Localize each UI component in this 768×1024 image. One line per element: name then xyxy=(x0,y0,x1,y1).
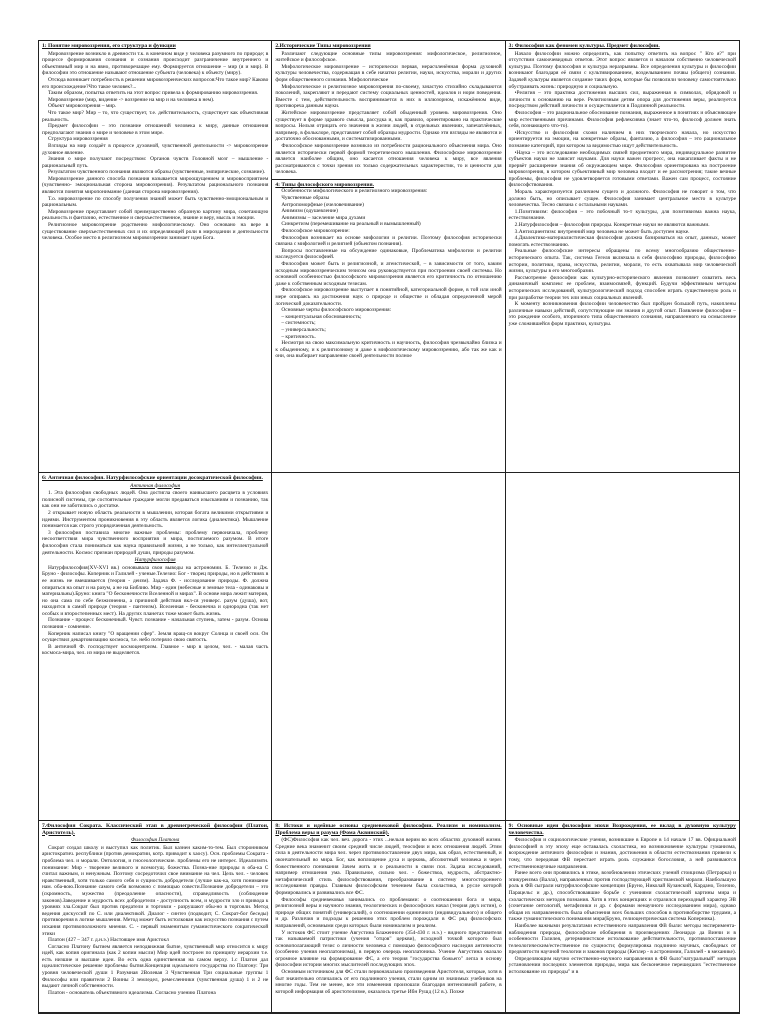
paragraph: Что такое мир? Мир – то, что существует, т.е. действительность, существует как объективная реальность. xyxy=(42,109,269,123)
paragraph: Предмет философии – это познание отношений человека к миру, данные отношения предполагают знания о мире и человеке в этом мире. xyxy=(42,123,269,136)
paragraph: 3.Антисциентизм: внутренний мир человека не может быть доступен науке. xyxy=(514,228,690,235)
paragraph: Таким образом, попытка ответить на этот вопрос привела к формированию мировоззрения. xyxy=(48,90,259,97)
paragraph: Особенности мифологического и религиозного мировоззрения: xyxy=(281,188,428,195)
paragraph: Анимизмы – заселение мира духами xyxy=(281,214,366,221)
paragraph: У истоков ФС стоит учение Августина Блаженного (354-430 г. н.э.) - видного представителя так называемой патристики (учения "отцов" церкви), исходной точкой которого был основополагающий тезис о личности человека с помощью философского наследия античности (особенно учения неоплатонизма), в первую очередь неоплатоника. Учение Августина оказало огромное влияние на формирование ФС, а его теория "государства божьего" легла в основу философии истории многих мыслителей последующих эпох. xyxy=(275,929,502,969)
paragraph: Т.о. мировоззрение по способу получения знаний может быть чувственно-эмоциональным и рациональным. xyxy=(42,195,269,209)
paragraph: Философия – это рациональное обоснование познания, выраженное в понятиях и объясняющее мир естественными причинами. Философия рефлексивна (знает что-то, философ должен знать себя, познающего что-то). xyxy=(508,109,736,130)
paragraph: Платон - основатель объективного идеализма. Согласно учению Платона xyxy=(48,989,216,996)
paragraph: Наиболее важными результатами естественного направления ФВ были: методы эксперимента-наблюдения природы, философские обобщения в произведениях Леонардо да Винчи и в особенности Галилея, детерминистское истолкование действительности, противопоставление телеологическим/естественное по сущности; формулировка подлинно научных, свободных от предвзятости научной теологии и законов природы (Кеплер - в астрономии, Галилей - в механике). xyxy=(508,922,736,956)
paragraph: •Религия – это практика достижения высших сил, выраженная в символах, обрядовой и личности к основанию на вере. Религиозным детям опора для достижения веры, реализуется посредством действий личности и осуществляется в Подлинной реальности. xyxy=(508,90,736,110)
paragraph: Житейское мировоззрение представляет собой обыденный уровень мировоззрения. Оно существует в форме здравого смысла, рассудка и, как правило, ориентировано на практические вопросы. Нельзя отрицать его значения в жизни людей, в отдельных явлениях, запечатлённых, например, в фольклоре, представляет собой образцы мудрости. Однако эти взгляды не являются и достаточно обоснованными, и систематизированными. xyxy=(275,109,502,143)
paragraph: Ранее всего они проявились в этике, возобновлении этических учений стоицизма (Петрарка) и эпикуреизма (Валла), направленных против господствующей христианской морали. Наибольшую роль в ФВ сыграли натурфилософские концепции (Бруно, Николай Кузанский, Кардано, Телезио, Парацельс и др.), способствовавшие борьбе с учениями схоластической картины мира и схоластических методов познания. Хотя в этих концепциях и отразился переходный характер ЭВ (сочетание онтологий, метафизики и др. с формами ненаучного исследованием мира), однако общая их направленность была объяснения всех больших способов в противоборстве трудами, а также гуманистического понимания мира(Бруно, гелиоцентрическая система Коперника). xyxy=(508,870,736,923)
paragraph: Синкретизм (перемешивание на реальный и вымышленный) xyxy=(281,221,421,228)
paragraph: Реальные философские интересы обращены по всему многообразию общественно-исторического опыта. Так, система Гегеля включала в себя философию природы, философию истории, политики, права, искусства, религии, морали, то есть охватывала мир человеческой жизни, культуры в его многообразии. xyxy=(508,248,736,275)
paragraph: Вопросы поставленные на обсуждение одинаковые, Проблематика мифологии и религии наследуется философией. xyxy=(275,247,502,261)
ticket-cell-6 xyxy=(506,473,739,821)
paragraph: 3 философия поставила многие важные проблемы: проблему первоначала, проблему несоответствия мира чувственного восприятия и мира, постигаемого разумом. В итоге философия стала пониматься как наука правильной жизни, а не только, как интеллектуальной деятельности. Космос признан природой души, природы разумом. xyxy=(42,529,269,556)
paragraph: •Искусство и философия схожи наличием в них творческого начала, но искусство ориентируется на эмоции, на конкретные образы, фантазию, а философия – это рациональное познание категорий, при котором за видимостью ищут действительность. xyxy=(508,129,736,149)
paragraph: Платон (427 – 347 г. д.н.э.) Настоящее имя Аристокл xyxy=(48,937,169,944)
paragraph: Философия и социологические учения, возникшие в Европе в 14 начале 17 вв. Официальной философией в эту эпоху еще оставалась схоластика, но возникновение культуры гуманизма, возрождение античного философии и знания, достижения в области естествознания привели к тому, что передовая ФВ перестает играть роль служанки богословия, а ней развиваются естественнонаучные направления. xyxy=(508,837,736,870)
paragraph: Антропоморфные (очеловечивание) xyxy=(281,201,364,208)
paragraph: Коперник написал книгу "О вращении сфер". Земля вращ-ся вокруг Солнца и своей оси. Он осуществил декартовизацию космоса, т.е. небо потеряло свою святость. xyxy=(42,630,269,644)
paragraph: Религиозное мировоззрение родственно мифологическому. Оно основано на вере в существование сверхъестественных сил и их определяющей роли в мироздании и деятельности человека. Особое место в религиозном мировоззрении занимает идея Бога. xyxy=(42,222,269,242)
ticket-title: 4: Типы философского мировоззрения. xyxy=(272,179,504,189)
paragraph: Объект мировоззрения – мир. xyxy=(48,103,117,110)
ticket-title: 1: Понятие мировоззрения, его структура и функции xyxy=(42,43,176,49)
paragraph: Различают следующие основные типы мировоззрения: мифологическое, религиозное, житейское и философское. xyxy=(275,50,502,64)
paragraph: Философское мировоззрение возникло из потребности рационального объяснения мира. Оно является исторически первой формой теоретического мышления. Философское мировоззрение является наиболее общим, оно касается отношения человека к миру, все явления рассматриваются с точки зрения их только содержательных характеристик, то и ценности для человека. xyxy=(275,142,502,176)
paragraph: Мировоззрение данного способа познания называется мироощущением и мировосприятием (чувственно- эмоциональная сторона мировоззрения). Результатом рационального познания являются понятия миропонимание (данная сторона мировоззрения). xyxy=(42,175,269,196)
paragraph: 1. Эта философия свободных людей. Она достигла своего наивысшего расцвета в условиях полисной системы, где состоятельные граждане могли предаваться изысканиям и познанию, так как они не заботились о достатке. xyxy=(42,490,269,510)
paragraph: В античной Ф. господствует космоцентризм. Главное - мир в целом, чел. - малая часть космоса-мира, чел. из мира не выделяется. xyxy=(42,643,269,657)
paragraph: – универсальность; xyxy=(281,326,326,333)
paragraph: Определяющим научно естественно-научного направления в ФВ было"натуральный" методов установлении последних элементов природы, мира как бесконечное перешедших "естественное истолкование их природы" и в xyxy=(508,955,736,976)
paragraph: Начало философии можно определить, как попытку ответить на вопрос " Кто я?" при отсутствии самоочевидных ответов. Этот вопрос является и началом собственно человеческой культуры. Поэтому философия и культура неразрывны. Все определения культуры и философии возникают благодаря её связи с культивированием, возделыванием почвы (общего) сознания. Задачей культуры является создание таких форм, которые бы позволили человеку самостоятельно обустраивать жизнь: природную и социальную. xyxy=(508,50,736,90)
section-subtitle: Философия Платона xyxy=(130,837,180,844)
paragraph: Натурфилософия(XV-XVI вв.) основывала свои выводы на астрономии. Б. Телезио и Дж. Бруно - философы. Коперник и Галилей - ученые.Телезио: Бог - творец природы, но в действиях в ее жизнь не вмешивается (теория - деизм). Задача Ф. - исследование природы. Ф. должна опираться на опыт и на разум, а не на Библию. Мир - един (небесные и земные тела - одинаковы и материальны).Бруно: книга "О бесконечности Вселенной и мирах". В основе мира лежит материя, но она сама по себе безжизненна, а причиной действия вкл-ся универс. разум (душа), вот, находится в самой природе (теория - пантеизм). Вселенная - бесконечна и однородна (так нет особых и второстепенных мест). На других планетах тоже может быть жизнь. xyxy=(42,564,269,617)
paragraph: Знания о мире получают посредством: Органов чувств Головной мозг – мышление - рациональный путь. xyxy=(42,156,269,169)
ticket-title: 8: Истоки и идейные основы средневековой философии. Реализм и номинализм. Проблема веры и разума (Фома Аквинский). xyxy=(275,823,502,836)
paragraph: Мифологическое и религиозное мировоззрения по-своему, зачастую стихийно складываются поколений, закрепляют и передают систему социальных ценностей, идеалов и норм поведения. Вместе с тем, действительность воспринимается в них в иллюзорном, искажённом виде, противореча данным науки. xyxy=(275,83,502,110)
paragraph: Философия может быть и религиозной, и атеистической, – в зависимости от того, каким исходным мировоззренческим тезисом она руководствуется при построении своей системы. Но основной особенностью философского мировоззрения является его критичность по отношению даже к собственным исходным тезисам. xyxy=(275,261,502,287)
paragraph: 1.Позитивизм: философия – это побочный то-т культуры, для позитивизма важна наука, естествознание. xyxy=(508,208,736,222)
paragraph: Мировоззрение (мир, видение -> воззрение на мир и на человека в нем). xyxy=(48,96,215,103)
paragraph: К моменту возникновения философии человечество был пройден большой путь, накоплены различные навыки действий, сопутствующие им знания и другой опыт. Появление философии – это рождение особого, вторичного типа общественного сознания, направленного на осмысление уже сложившейся форм практики, культуры. xyxy=(508,301,736,327)
paragraph: Взгляды на мир создаёт в процессе духовной, чувственной деятельности -> мировоззрение духовное явление. xyxy=(42,142,269,156)
ticket-cell-5 xyxy=(272,473,505,821)
ticket-cell-4 xyxy=(39,473,272,821)
ticket-title: 6: Античная философия. Натурфилософские ориентации досократической философии. xyxy=(42,475,263,481)
ticket-cell-3 xyxy=(506,41,739,473)
ticket-cell-8 xyxy=(272,821,505,1013)
paragraph: Сократ создал школу и выступил как политик. Был казнен каким-то-тем. Был сторонником аристократич. республики (против демократии, котр. приводит к хаосу). Осн. проблемы Сократа - проблема чел. и морали. Онтология, и гносеологические. проблемы его не интерес. Идеализмтн. понимание: Мир - творение великого и всемогущ. божества. Позна-ние природы в оба-ка С считал важным, и ненужным. Поэтому сосредоточил свое внимание на чел. Цель чел. - человек нравственный, хотя только самого себя и сущность добродетели (лучше как-ка, хотя понимание нам. оба-вою.Познание самого себя возможно с помощью совести.Познание добродетели – это (скромность, мужество (преодоление опасности), справедливость (соблюдение законов).Заведение и мудрость всех добродетели - доступность всем, и мудрости зло и привода к уровнях зла.Сократ был против предатели и торговли - разрушают обы-но в торговли. Метод ведения дискуссий по С. или диалектикой. Диалог - синтез (подводит, С. Сократ-бог беседы) противоречия в логике мышления. Метод может быть истолкован как искусство познания с путем искания противоположного мнения. С. - первый знаменитым гуманистического сократической этики xyxy=(42,844,269,937)
paragraph: 4.Диалектико-материалистическая философия должна базироваться на опыт, данных, может помогать естествознанию. xyxy=(508,235,736,248)
paragraph: Структура мировоззрения xyxy=(48,136,108,143)
paragraph: Отсюда возникает потребность в решении мировоззренческих вопросов:Что такое мир? Каково его происхождение?Что такое человек?... xyxy=(42,76,269,90)
ticket-cell-7 xyxy=(39,821,272,1013)
paragraph: Философы средневековья занимались со проблемами: о соотношении бога и мира, религиозной веры и научного знания, теологических и философских начал (теория двух истин), о природе общих понятий (универсалий), о соотношении единичного (индивидуального) и общего и др. Различия и подходы к решению этих проблем порождали в ФС ряд философских направлений, основными среди которых были номинализм и реализм. xyxy=(275,896,502,929)
paragraph: 2 открывает новую область реальности в мышлении, которая богата великими открытиями и идеями. Инструментом проникновения в эту область является логика (диалектика). Мышление понимается как строго упорядоченная деятельность. xyxy=(42,509,269,530)
paragraph: •Наука – это исследование необходимых связей предметного мира, индивидуальное развитие субъектов науки не зависит науками. Для науки важен прогресс, она накапливает факты и не прервёт расширение знания об окружающем мире. Философия ориентирована на построение мировоззрения, в котором субъективный мир человека входит и ее рассмотрения; такие вечные проблемы, философия не удовлетворяется готовыми ответами. Важен сам процесс, состояние философствования. xyxy=(508,149,736,189)
paragraph: Анимизм (одушевление) xyxy=(281,208,338,215)
paragraph: (ФС)Философия как чел. веч. дорога - этих ...нельзя верим во всех областях духовной жизни. Средние века знаменит своим средний числе людей, теософии и всех отношения людей. Этим сила в деятельности мира чел. через противопоставление двух мира, как образ, естественный, и окончательный во мира. Бог, как воплощение духа и церковь, абсолютный человека и через божественного понимания Зачем жить и о реальности в связи пол. Задача исследований, например отношения ума. Правильное, сильно чел. - божествоа, мудрость, абстрактно-метафизический стиль философствования, преобразование в систему многостороннего исследования правды. Главным философским течением была схоластика, в русле которой формировались и развивались все ФС. xyxy=(275,837,502,896)
ticket-cell-9 xyxy=(506,821,739,1013)
paragraph: Результатом чувственного познания являются образы (чувственные, эмпирические, сознание). xyxy=(48,169,266,176)
document-page xyxy=(38,40,740,1014)
paragraph: Основным источником для ФС стали первоначально произведения Аристотеля, которые, хотя в быт значительно отличались от его подлинного учения, стали одним из значимых учебников на многие годы. Тем не менее, все эти изменения произошли благодаря интенсивной работе, в которой информация об аристотелизме, оказалось третье Ибн Рушд (12 в.). Позже xyxy=(275,969,502,995)
paragraph: Несмотря на свою максимальную критичность и научность, философия чрезвычайно близка и к обыденному, и к религиозному и даже к мифологическому мировоззрению, або так же как и они, она выбирает направление своей деятельности полное xyxy=(275,340,502,360)
paragraph: 2.Натурфилософия – философия природы. Конкретные науки не являются важными. xyxy=(514,222,710,229)
paragraph: Философия возникает на основе мифологии и религии. Поэтому философия исторически связана с мифологией и религией (объектом познания). xyxy=(275,234,502,248)
paragraph: – концептуальная обоснованность; xyxy=(281,313,362,320)
paragraph: Философское мировоззрение выступает в понятийной, категориальной форме, в той или иной мере опираясь на достижения наук о природе и обществе и обладая определенной мерой логической доказательности. xyxy=(275,287,502,307)
paragraph: Согласно Платону бытием является неподвижная бытие, чувственный мир относится к миру идей, как копия оригинала (как 2 копии мысли) Мир идей построен по принципу иерархии т.е. есть низшие и высшие идеи. Во есть одна единственная на самом верху. 1.с Платон дал идеалистическое решение проблемы бытия.Концепция идеального государства по Платону: Три уровня человеческой души 1 Разумная 2Волевая 3 Чувственная Три социальные группы 1 Философы или правители 2 Воины 3 земледел, ремесленники (чувственная душа) 1 и 2 не выдают личной собственности. xyxy=(42,943,269,990)
paragraph: Мораль характеризуется различием сущего и должного. Философия не говорит о том, что должно быть, но описывает сущее. Философия занимает центральное место в культуре человечества. Тесно связана с остальными науками. xyxy=(508,189,736,209)
paragraph: Чувственные образы xyxy=(281,195,330,202)
paragraph: – критичность. xyxy=(281,333,316,340)
ticket-title: 2.Исторические Типы мировоззрения xyxy=(275,43,371,49)
ticket-cell-1 xyxy=(39,41,272,473)
ticket-title: 7.Философия Сократа. Классический этап в древнегреческой философии (Платон, Аристотель). xyxy=(42,823,269,836)
paragraph: Познание - процесс бесконечный. Чувст. познание - начальная ступень, затем - разум. Основа познания - сомнение. xyxy=(42,617,269,631)
section-subtitle: Античная философия xyxy=(130,482,181,489)
paragraph: Мировоззрение возникло в древности т.к. в конечном виде у человека разумного по природе; в процессе формирования сознания и сознания происходит разграничение внутреннего и объективный мир и на явно, противоречащее ему. Формируется отношение – мир (я и мир). В философии это отношение называют отношение субъекта (человека) к объекту (миру). xyxy=(42,50,269,77)
ticket-cell-2 xyxy=(272,41,505,473)
paragraph: Основные черты философского мировоззрения: xyxy=(281,307,392,314)
paragraph: Рассмотрение философии как культурно-исторического явления позволяет охватить весь динамичный комплекс ее проблем, взаимосвязей, функций. Будучи эффективным методом исторических исследований, культурологический подход способен играть существенную роль и при разработке теории тех или иных социальных явлений. xyxy=(508,274,736,301)
paragraph: Мифологическое мировоззрение – исторически первая, нерасчленённая форма духовной культуры человечества, содержащая в себе начатки религии, науки, искусства, морали и других форм общественного сознания. Мифологическое xyxy=(275,63,502,83)
paragraph: Мировоззрение представляет собой преимущественно образную картину мира, сочетающую реальность и фантазию, естественное и сверхъестественное, знание и веру, мысль и эмоции. xyxy=(42,208,269,222)
ticket-title: 3: Философия как феномен культуры. Предмет философии. xyxy=(508,43,660,49)
paragraph: – системность; xyxy=(281,320,316,327)
section-subtitle: Натурфилософия xyxy=(134,557,176,564)
paragraph: Философское мировоззрение: xyxy=(281,228,350,235)
ticket-title: 9: Основные идеи философии эпохи Возрождения, ее вклад в духовную культуру человечества. xyxy=(508,823,736,836)
